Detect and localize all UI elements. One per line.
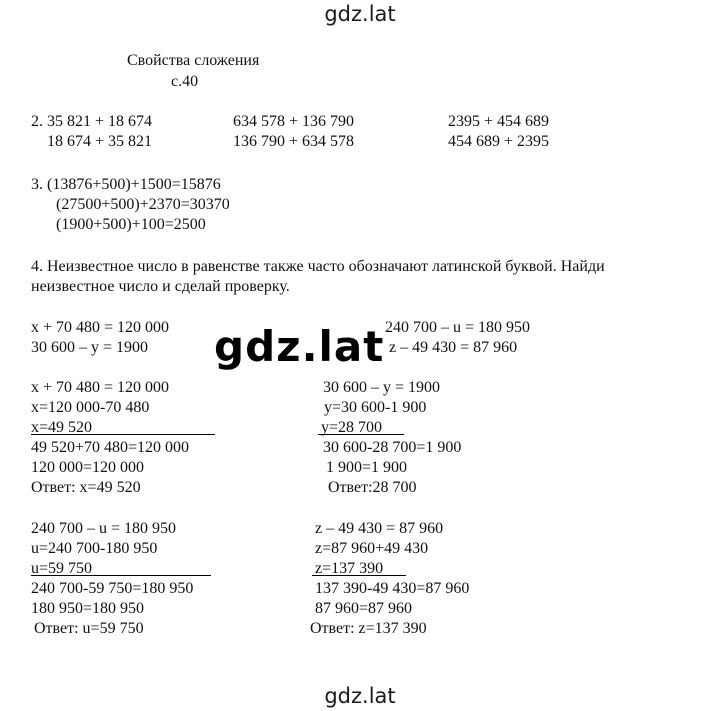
task2-expr-1a: 2. 35 821 + 18 674 — [31, 113, 153, 130]
watermark-middle: gdz.lat — [214, 322, 385, 371]
solution-u-line-2: u=240 700-180 950 — [31, 540, 158, 557]
watermark-bottom: gdz.lat — [324, 684, 396, 708]
page-number: с.40 — [171, 73, 199, 90]
solution-u-line-3: u=59 750 — [31, 560, 93, 577]
solution-y-answer: Ответ:28 700 — [328, 479, 417, 496]
solution-x-line-4: 49 520+70 480=120 000 — [31, 439, 190, 456]
solution-z-divider — [312, 575, 406, 576]
solution-x-line-5: 120 000=120 000 — [31, 459, 145, 476]
solution-u-line-4: 240 700-59 750=180 950 — [31, 580, 194, 597]
solution-y-line-1: 30 600 – y = 1900 — [323, 379, 441, 396]
section-title: Свойства сложения — [127, 52, 260, 69]
task2-expr-3a: 2395 + 454 689 — [448, 113, 550, 130]
solution-y-divider — [318, 434, 404, 435]
task2-expr-2a: 634 578 + 136 790 — [233, 113, 355, 130]
solution-x-line-1: x + 70 480 = 120 000 — [31, 379, 170, 396]
solution-x-divider — [31, 434, 215, 435]
equation-y: 30 600 – y = 1900 — [31, 339, 149, 356]
solution-x-line-3: x=49 520 — [31, 419, 93, 436]
solution-x-line-2: x=120 000-70 480 — [31, 399, 150, 416]
task3-line-2: (27500+500)+2370=30370 — [56, 196, 230, 213]
equation-z: z – 49 430 = 87 960 — [389, 339, 518, 356]
solution-z-line-5: 87 960=87 960 — [315, 600, 413, 617]
solution-y-line-2: y=30 600-1 900 — [324, 399, 427, 416]
equation-u: 240 700 – u = 180 950 — [385, 319, 531, 336]
task2-expr-1b: 18 674 + 35 821 — [47, 133, 153, 150]
solution-u-line-5: 180 950=180 950 — [31, 600, 145, 617]
solution-z-line-1: z – 49 430 = 87 960 — [315, 520, 444, 537]
task4-prompt-line-1: 4. Неизвестное число в равенстве также часто обозначают латинской буквой. Найди — [31, 258, 605, 275]
solution-z-line-4: 137 390-49 430=87 960 — [315, 580, 470, 597]
solution-u-line-1: 240 700 – u = 180 950 — [31, 520, 177, 537]
task2-expr-2b: 136 790 + 634 578 — [233, 133, 355, 150]
task2-expr-3b: 454 689 + 2395 — [448, 133, 550, 150]
task4-prompt-line-2: неизвестное число и сделай проверку. — [31, 278, 290, 295]
task3-line-1: 3. (13876+500)+1500=15876 — [31, 176, 221, 193]
equation-x: x + 70 480 = 120 000 — [31, 319, 170, 336]
solution-z-answer: Ответ: z=137 390 — [310, 620, 427, 637]
solution-y-line-4: 30 600-28 700=1 900 — [323, 439, 462, 456]
solution-u-answer: Ответ: u=59 750 — [34, 620, 144, 637]
solution-z-line-3: z=137 390 — [315, 560, 384, 577]
watermark-top: gdz.lat — [324, 2, 396, 26]
solution-y-line-5: 1 900=1 900 — [326, 459, 408, 476]
solution-x-answer: Ответ: x=49 520 — [31, 479, 141, 496]
solution-y-line-3: y=28 700 — [321, 419, 383, 436]
task3-line-3: (1900+500)+100=2500 — [56, 216, 206, 233]
solution-u-divider — [31, 575, 211, 576]
solution-z-line-2: z=87 960+49 430 — [315, 540, 429, 557]
